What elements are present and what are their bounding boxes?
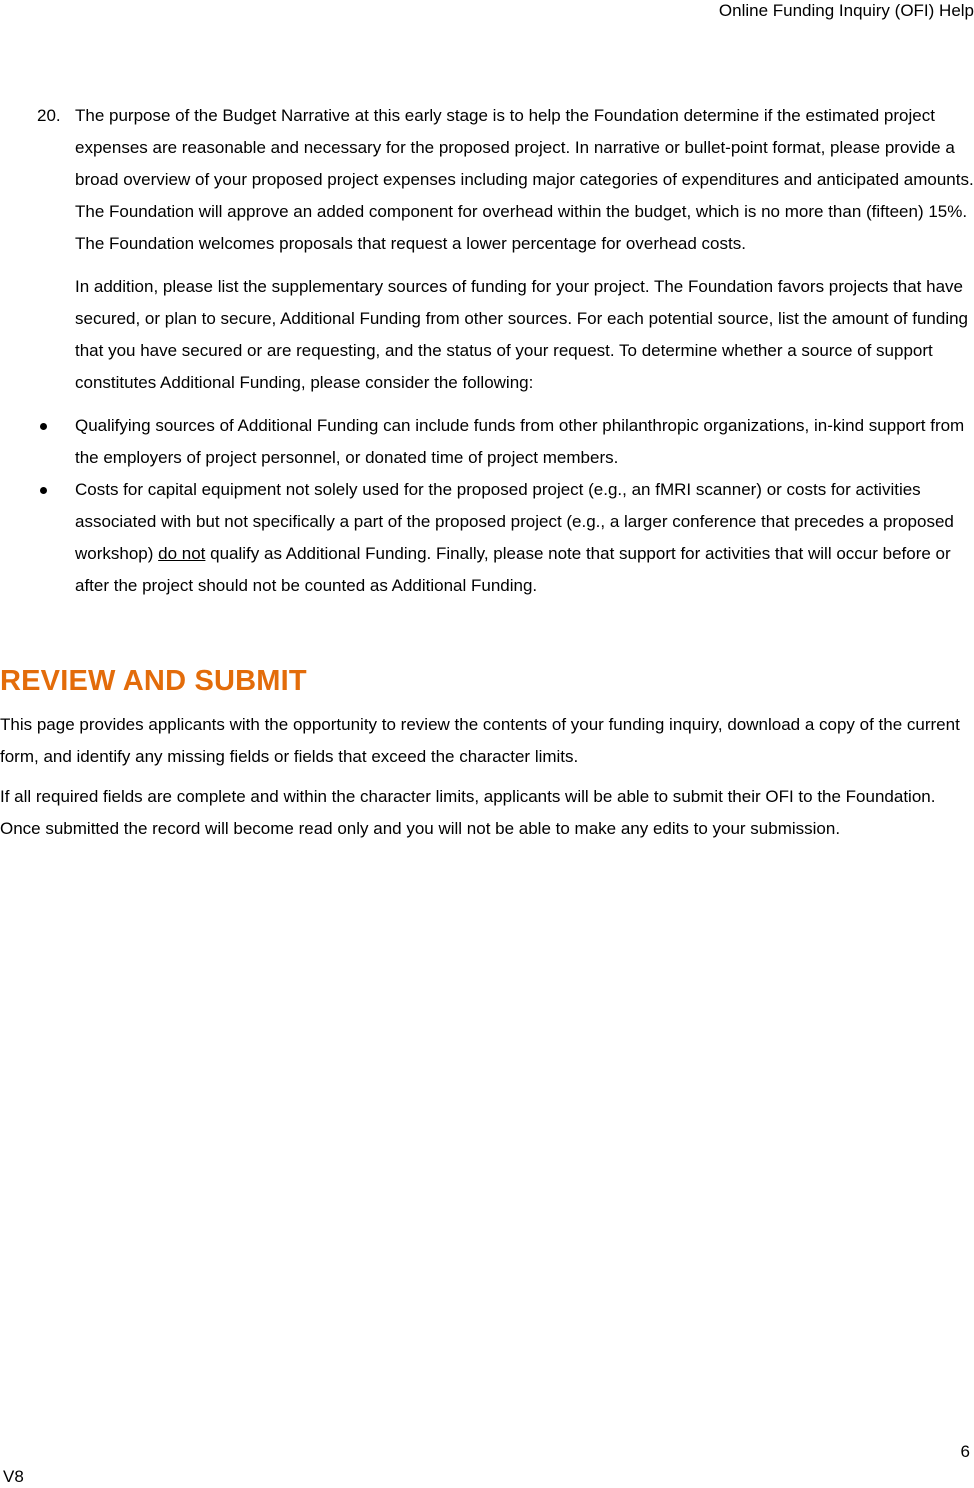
submit-paragraph: If all required fields are complete and within the character limits, applicants will be able to submit their OFI to the Foundation. Once submitted the record will become read only and you will not be able to make any edits to your submission. xyxy=(0,787,936,838)
bullet-item-qualifying-sources xyxy=(0,410,974,474)
bullet-text-after: qualify as Additional Funding. Finally, please note that support for activities that will occur before or after the project should not be counted as Additional Funding. xyxy=(75,544,951,595)
page-number: 6 xyxy=(960,1442,970,1461)
bullet-item-capital-costs xyxy=(0,474,974,602)
document-body xyxy=(0,100,974,853)
bullet-icon xyxy=(40,423,47,430)
review-paragraph: This page provides applicants with the opportunity to review the contents of your funding inquiry, download a copy of the current form, and identify any missing fields or fields that exceed the character limits. xyxy=(0,715,960,766)
section-heading-review-submit: REVIEW AND SUBMIT xyxy=(0,665,307,697)
version-label: V8 xyxy=(3,1467,24,1486)
bullet-icon xyxy=(40,487,47,494)
bullet-text-emphasis: do not xyxy=(158,544,206,563)
additional-funding-bullet-list xyxy=(0,410,974,602)
bullet-text-before: Costs for capital equipment not solely used for the proposed project (e.g., an fMRI scanner) or costs for activities associated with but not specifically a part of the proposed project (e.g., a larger conference that precedes a proposed workshop) xyxy=(75,480,954,563)
item-number: 20. xyxy=(37,106,61,125)
bullet-text: Qualifying sources of Additional Funding can include funds from other philanthropic organizations, in-kind support from the employers of project personnel, or donated time of project members. xyxy=(75,416,965,467)
document-header-title: Online Funding Inquiry (OFI) Help xyxy=(718,1,974,20)
numbered-item-20 xyxy=(0,100,974,399)
additional-funding-paragraph: In addition, please list the supplementary sources of funding for your project. The Foundation favors projects that have secured, or plan to secure, Additional Funding from other sources. For each potential source, list the amount of funding that you have secured or are requesting, and the status of your request. To determine whether a source of support constitutes Additional Funding, please consider the following: xyxy=(75,277,969,392)
budget-narrative-paragraph: The purpose of the Budget Narrative at this early stage is to help the Foundation determine if the estimated project expenses are reasonable and necessary for the proposed project. In narrative or bullet-point format, please provide a broad overview of your proposed project expenses including major categories of expenditures and anticipated amounts. The Foundation will approve an added component for overhead within the budget, which is no more than (fifteen) 15%. The Foundation welcomes proposals that request a lower percentage for overhead costs. xyxy=(75,106,974,253)
